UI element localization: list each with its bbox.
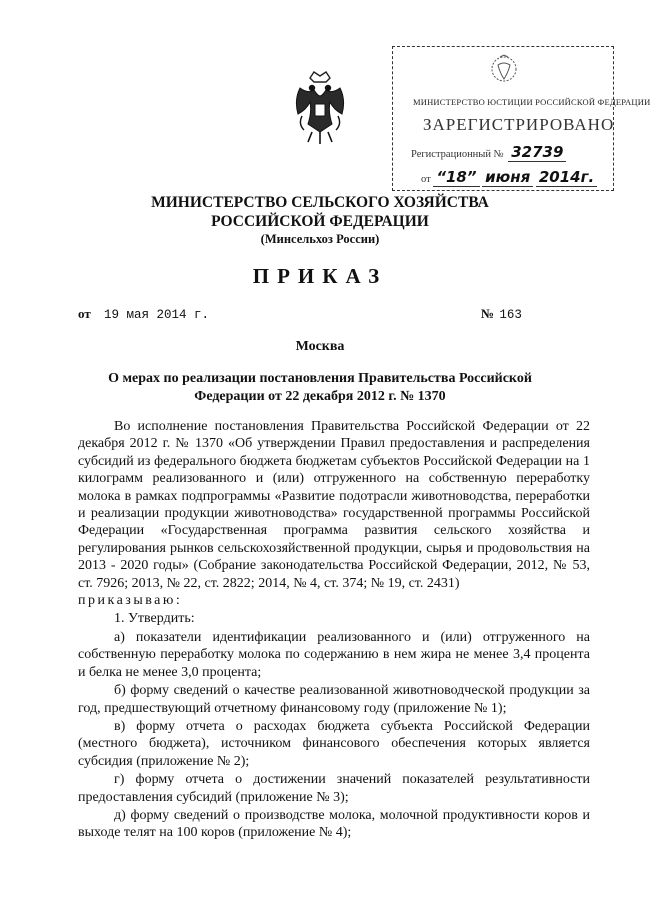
- item-d: д) форму сведений о производстве молока, молочной продуктивности коров и выходе телят на 100 коров (приложение № 4);: [78, 807, 590, 841]
- number-sign: №: [481, 306, 495, 321]
- stamp-date-row: [421, 168, 597, 187]
- order-word: [78, 592, 590, 609]
- document-type-heading: ПРИКАЗ: [252, 264, 388, 288]
- order-date-line: [78, 306, 209, 322]
- order-word-text: приказываю:: [78, 593, 183, 609]
- stamp-emblem-icon: [489, 53, 519, 89]
- item-a: а) показатели идентификации реализованного и (или) отгруженного на собственную переработку молока по содержанию в нем жира не менее 3,4 процента и белка не менее 3,0 процента;: [78, 629, 590, 680]
- stamp-organization: МИНИСТЕРСТВО ЮСТИЦИИ РОССИЙСКОЙ ФЕДЕРАЦИИ: [413, 97, 650, 107]
- item-1: 1. Утвердить:: [114, 611, 195, 627]
- stamp-date-prefix: от: [421, 174, 431, 185]
- stamp-status: ЗАРЕГИСТРИРОВАНО: [423, 115, 615, 134]
- item-g: г) форму отчета о достижении значений показателей результативности предоставления субсидий (приложение № 3);: [78, 772, 590, 805]
- date-prefix: от: [78, 306, 91, 321]
- ministry-short-name: (Минсельхоз России): [260, 232, 380, 246]
- document-title: О мерах по реализации постановления Правительства Российской Федерации от 22 декабря 2012 г. № 1370: [108, 371, 532, 404]
- order-date: 19 мая 2014 г.: [103, 308, 209, 322]
- stamp-reg-label: Регистрационный №: [411, 149, 504, 160]
- item-v: в) форму отчета о расходах бюджета субъекта Российской Федерации (местного бюджета), источником финансового обеспечения которых является субсидия (приложение № 2);: [78, 718, 590, 769]
- stamp-date-day: “18”: [433, 168, 479, 187]
- city-name: Москва: [295, 339, 345, 354]
- stamp-registration-row: [411, 143, 566, 162]
- stamp-date-month: июня: [482, 168, 533, 187]
- registration-stamp: [392, 46, 650, 191]
- order-number: 163: [499, 308, 522, 322]
- item-b: б) форму сведений о качестве реализованной животноводческой продукции за год, предшествующий отчетному финансовому году (приложение № 1);: [78, 683, 590, 716]
- order-number-line: [481, 306, 522, 322]
- stamp-date-year: 2014г.: [536, 168, 597, 187]
- stamp-reg-number: 32739: [508, 143, 566, 162]
- intro-paragraph: Во исполнение постановления Правительства Российской Федерации от 22 декабря 2012 г. № 1370 «Об утверждении Правил предоставления и распределения субсидий из федерального бюджета бюджетам субъектов Российской Федерации на 1 килограмм реализованного и (или) отгруженного на собственную переработку молока в рамках подпрограммы «Развитие подотрасли животноводства, переработки и реализации продукции животноводства» государственной программы Российской Федерации «Государственная программа развития сельского хозяйства и регулирования рынков сельскохозяйственной продукции, сырья и продовольствия на 2013 - 2020 годы» (Собрание законодательства Российской Федерации, 2012, № 53, ст. 7926; 2013, № 22, ст. 2822; 2014, № 4, ст. 374; № 19, ст. 2431): [78, 419, 590, 591]
- document-body: [78, 418, 590, 842]
- ministry-name: МИНИСТЕРСТВО СЕЛЬСКОГО ХОЗЯЙСТВА РОССИЙСКОЙ ФЕДЕРАЦИИ: [151, 194, 489, 230]
- coat-of-arms-emblem: [292, 66, 348, 146]
